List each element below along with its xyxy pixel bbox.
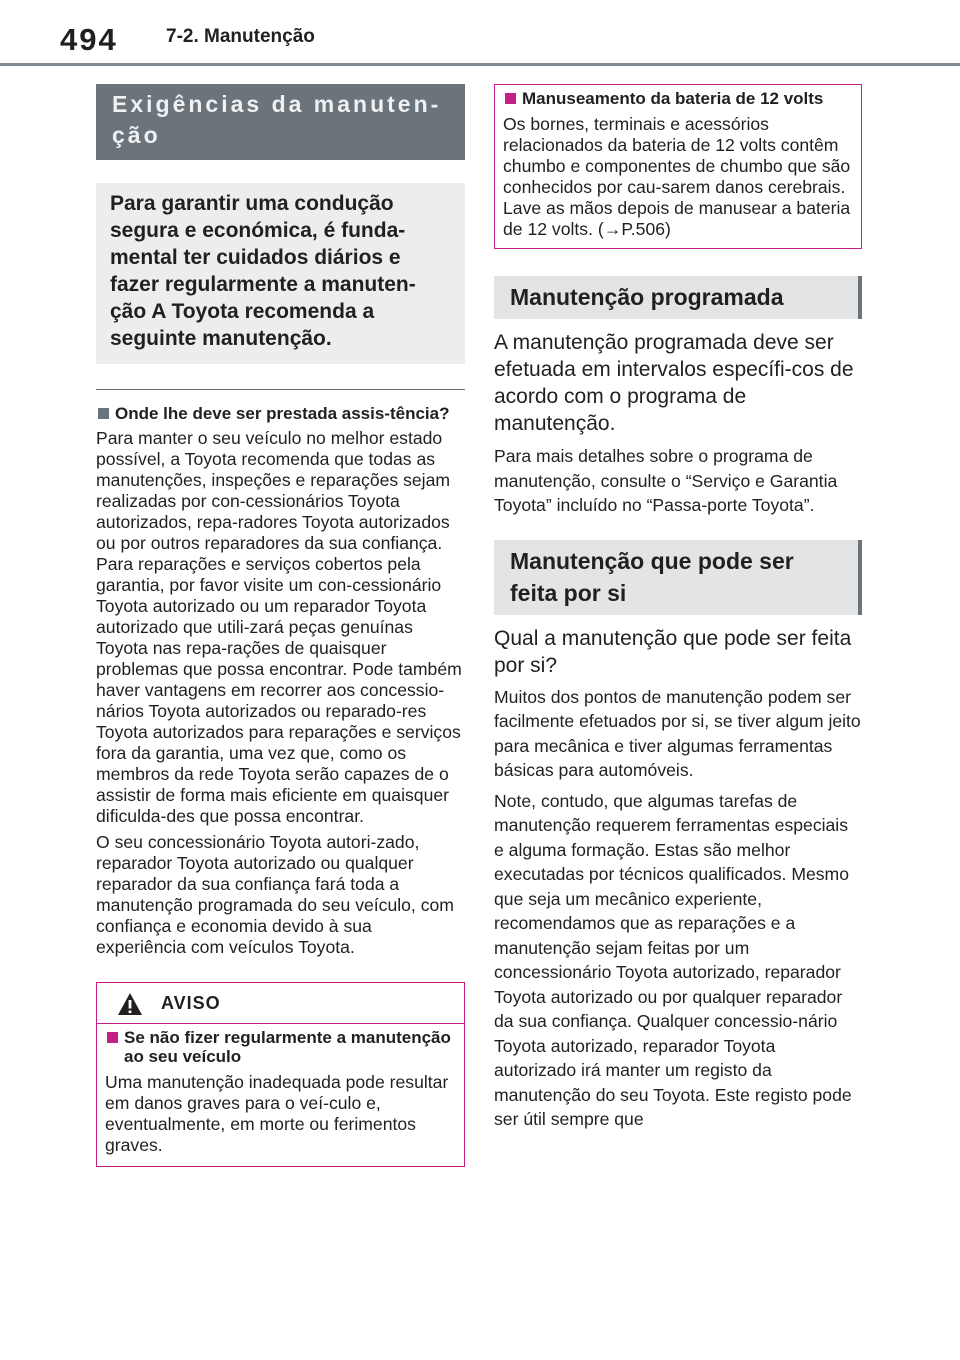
scheduled-lead-text: A manutenção programada deve ser efetuada em intervalos específi-cos de acordo com o programa de manutenção. — [494, 331, 854, 435]
warning-header — [97, 983, 464, 1024]
section-heading-maintenance-requirements: Exigências da manuten-ção — [96, 84, 465, 160]
page-number: 494 — [60, 22, 118, 57]
page-header — [0, 0, 960, 66]
subheading-where-service — [96, 404, 465, 423]
section-heading-diy-maintenance: Manutenção que pode ser feita por si — [494, 540, 862, 615]
warning-content — [97, 1024, 464, 1166]
scheduled-details-text: Para mais detalhes sobre o programa de manutenção, consulte o “Serviço e Garantia Toyota” incluído no “Passa-porte Toyota”. — [494, 446, 838, 515]
section-divider — [96, 389, 465, 390]
battery-notice-subheading — [503, 85, 853, 108]
battery-notice-subheading-text: Manuseamento da bateria de 12 volts — [522, 89, 824, 108]
subheading-where-service-text: Onde lhe deve ser prestada assis-tência? — [115, 404, 450, 423]
diy-lead-text: Qual a manutenção que pode ser feita por si? — [494, 626, 852, 677]
left-column — [96, 84, 465, 1167]
warning-subheading-text: Se não fizer regularmente a manutenção ao seu veículo — [124, 1028, 451, 1066]
warning-box — [96, 982, 465, 1167]
bullet-square-icon — [98, 408, 109, 419]
diy-paragraph-1: Muitos dos pontos de manutenção podem ser facilmente efetuados por si, se tiver algum jeito para mecânica e tiver algumas ferramentas básicas para automóveis. — [494, 686, 861, 780]
battery-notice-box — [494, 84, 862, 249]
section-heading-scheduled-maintenance: Manutenção programada — [494, 276, 862, 319]
chapter-title: 7-2. Manutenção — [166, 26, 315, 47]
battery-notice-text: Os bornes, terminais e acessórios relacionados da bateria de 12 volts contêm chumbo e componentes de chumbo que são conhecidos por cau-sarem danos cerebrais. Lave as mãos depois de manusear a bateria de 12 volts. (→P.506) — [503, 114, 851, 239]
paragraph-dealer-maintenance: O seu concessionário Toyota autori-zado, reparador Toyota autorizado ou qualquer reparador da sua confiança fará toda a manutenção programada do seu veículo, com confiança e economia devido à sua experiência com veículos Toyota. — [96, 832, 454, 957]
bullet-square-icon — [505, 93, 516, 104]
diy-paragraph-2: Note, contudo, que algumas tarefas de manutenção requerem ferramentas especiais e alguma formação. Estas são melhor executadas por técnicos qualificados. Mesmo que seja um mecânico experiente, recomendamos que as reparações e a manutenção sejam feitas por um concessionário Toyota autorizado, reparador Toyota autorizado ou por qualquer reparador da sua confiança. Qualquer concessio-nário Toyota autorizado, reparador Toyota autorizado irá manter um registo da manutenção do seu Toyota. Este registo pode ser útil sempre que — [494, 790, 852, 1129]
bullet-square-icon — [107, 1032, 118, 1043]
intro-box: Para garantir uma condução segura e económica, é funda-mental ter cuidados diários e fazer regularmente a manuten-ção A Toyota recomenda a seguinte manutenção. — [96, 183, 465, 364]
warning-subheading — [105, 1028, 456, 1066]
warning-text: Uma manutenção inadequada pode resultar em danos graves para o veí-culo e, eventualmente, em morte ou ferimentos graves. — [105, 1072, 449, 1155]
header-rule — [0, 63, 960, 66]
warning-title: AVISO — [161, 993, 221, 1013]
right-column — [494, 84, 862, 1132]
paragraph-service-recommendation: Para manter o seu veículo no melhor estado possível, a Toyota recomenda que todas as manutenções, inspeções e reparações sejam realizadas por con-cessionários Toyota autorizados, repa-radores Toyota autorizados ou por outros reparadores da sua confiança. Para reparações e serviços cobertos pela garantia, por favor visite um con-cessionário Toyota autorizado ou um reparador Toyota autorizado que utili-zará peças genuínas Toyota nas repa-rações de quaisquer problemas que possa encontrar. Pode também haver vantagens em recorrer aos concessio-nários Toyota autorizados ou reparado-res Toyota autorizados para reparações e serviços fora da garantia, uma vez que, como os membros da rede Toyota serão capazes de o assistir de forma mais eficiente em quaisquer dificulda-des que possa encontrar. — [96, 428, 462, 826]
warning-triangle-icon — [117, 992, 143, 1016]
